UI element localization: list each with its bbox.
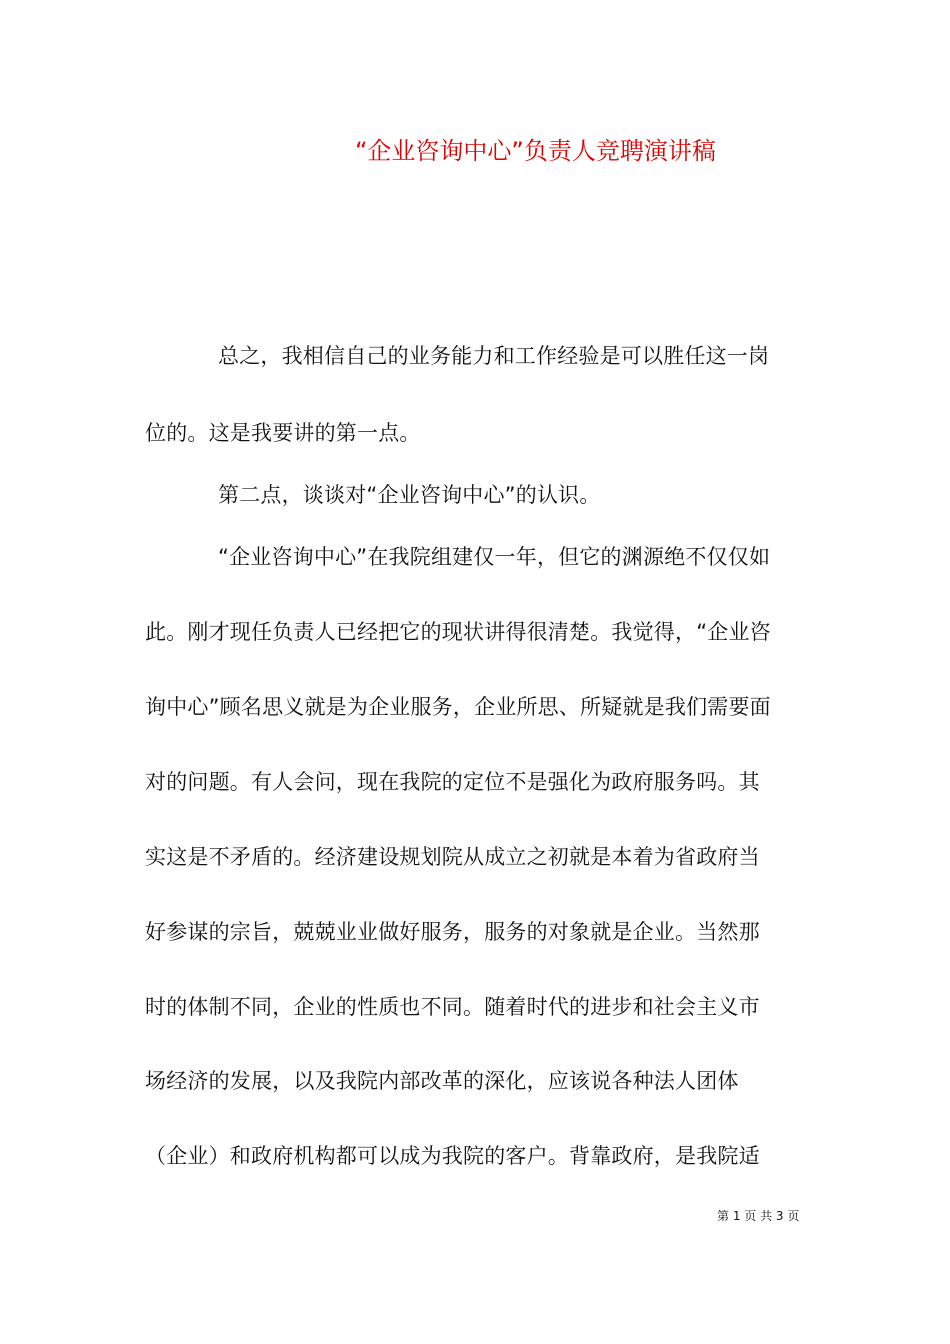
paragraph-line: 询中心”顾名思义就是为企业服务，企业所思、所疑就是我们需要面	[145, 695, 771, 719]
paragraph-line: 好参谋的宗旨，兢兢业业做好服务，服务的对象就是企业。当然那	[145, 920, 760, 944]
page-number-footer: 第 1 页 共 3 页	[717, 1209, 800, 1223]
paragraph-line: 时的体制不同，企业的性质也不同。随着时代的进步和社会主义市	[145, 995, 760, 1019]
paragraph-line: 总之，我相信自己的业务能力和工作经验是可以胜任这一岗	[218, 344, 770, 368]
paragraph-line: “企业咨询中心”在我院组建仅一年，但它的渊源绝不仅仅如	[218, 545, 771, 569]
paragraph-line: 对的问题。有人会问，现在我院的定位不是强化为政府服务吗。其	[145, 770, 760, 794]
paragraph-line: 实这是不矛盾的。经济建设规划院从成立之初就是本着为省政府当	[145, 845, 760, 869]
paragraph-line: 位的。这是我要讲的第一点。	[145, 421, 421, 445]
paragraph-line: 第二点，谈谈对“企业咨询中心”的认识。	[218, 483, 601, 507]
paragraph-line: 场经济的发展，以及我院内部改革的深化，应该说各种法人团体	[145, 1069, 739, 1093]
page-title: “企业咨询中心”负责人竞聘演讲稿	[355, 137, 716, 165]
paragraph-line: 此。刚才现任负责人已经把它的现状讲得很清楚。我觉得，“企业咨	[145, 620, 771, 644]
paragraph-line: （企业）和政府机构都可以成为我院的客户。背靠政府，是我院适	[145, 1144, 760, 1168]
